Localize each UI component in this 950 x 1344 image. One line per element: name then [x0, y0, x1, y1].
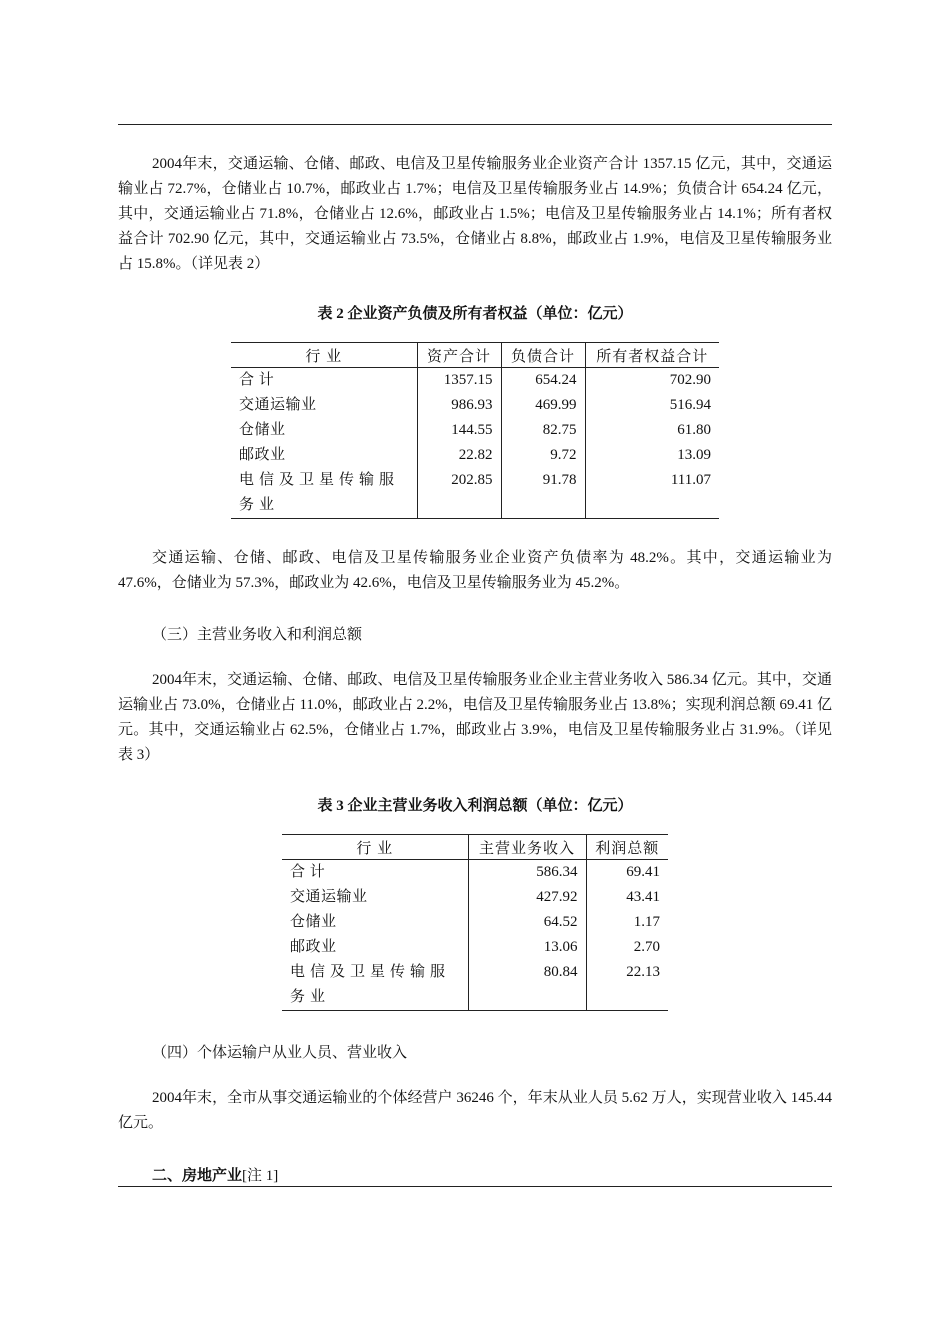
header-profit: 利润总额 [586, 835, 668, 860]
header-industry: 行 业 [231, 343, 417, 368]
table-header-row [282, 835, 668, 860]
cell-equity: 702.90 [585, 368, 719, 394]
table2-caption: 表 2 企业资产负债及所有者权益（单位：亿元） [317, 306, 633, 322]
cell-profit: 22.13 [586, 960, 668, 1011]
row-label: 合 计 [290, 864, 326, 880]
cell-equity: 13.09 [585, 443, 719, 468]
cell-assets: 22.82 [417, 443, 501, 468]
table-row [282, 935, 668, 960]
table-row [282, 860, 668, 886]
table-row [282, 960, 668, 1011]
heading-section-4: （四）个体运输户从业人员、营业收入 [152, 1045, 408, 1061]
table-header-row [231, 343, 719, 368]
table-row [282, 910, 668, 935]
section-2-heading [152, 1164, 278, 1185]
table2-assets-liabilities [231, 342, 719, 519]
top-rule [118, 124, 832, 125]
row-label: 合 计 [239, 372, 275, 388]
cell-assets: 202.85 [417, 468, 501, 519]
table-row [231, 393, 719, 418]
row-label: 邮政业 [290, 939, 337, 955]
cell-revenue: 13.06 [468, 935, 586, 960]
cell-assets: 1357.15 [417, 368, 501, 394]
header-revenue: 主营业务收入 [468, 835, 586, 860]
bottom-rule [118, 1186, 832, 1187]
table-row [231, 443, 719, 468]
row-label: 电信及卫星传输服务业 [282, 960, 468, 1011]
row-label: 交通运输业 [239, 397, 317, 413]
row-label: 交通运输业 [290, 889, 368, 905]
paragraph-revenue: 2004年末，交通运输、仓储、邮政、电信及卫星传输服务业企业主营业务收入 586.34 亿元。其中，交通运输业占 73.0%，仓储业占 11.0%，邮政业占 2.2%，电信及卫星传输服务业占 13.8%；实现利润总额 69.41 亿元。其中，交通运输业占 62.5%，仓储业占 1.7%，邮政业占 3.9%，电信及卫星传输服务业占 31.9%。（详见表 3） [118, 672, 832, 763]
paragraph-assets: 2004年末，交通运输、仓储、邮政、电信及卫星传输服务业企业资产合计 1357.15 亿元，其中，交通运输业占 72.7%，仓储业占 10.7%，邮政业占 1.7%；电信及卫星传输服务业占 14.9%；负债合计 654.24 亿元，其中，交通运输业占 71.8%，仓储业占 12.6%，邮政业占 1.5%；电信及卫星传输服务业占 14.1%；所有者权益合计 702.90 亿元，其中，交通运输业占 73.5%，仓储业占 8.8%，邮政业占 1.9%，电信及卫星传输服务业占 15.8%。（详见表 2） [118, 156, 832, 272]
cell-assets: 986.93 [417, 393, 501, 418]
cell-revenue: 80.84 [468, 960, 586, 1011]
cell-profit: 43.41 [586, 885, 668, 910]
row-label: 邮政业 [239, 447, 286, 463]
header-equity: 所有者权益合计 [585, 343, 719, 368]
table-row [231, 468, 719, 519]
header-assets: 资产合计 [417, 343, 501, 368]
row-label: 仓储业 [290, 914, 337, 930]
table3-revenue-profit [282, 834, 668, 1011]
table-row [231, 418, 719, 443]
table-row [282, 885, 668, 910]
footnote-link[interactable]: [注 1] [242, 1168, 279, 1184]
cell-assets: 144.55 [417, 418, 501, 443]
cell-revenue: 427.92 [468, 885, 586, 910]
header-liabilities: 负债合计 [501, 343, 585, 368]
cell-profit: 1.17 [586, 910, 668, 935]
cell-revenue: 586.34 [468, 860, 586, 886]
cell-equity: 111.07 [585, 468, 719, 519]
cell-equity: 61.80 [585, 418, 719, 443]
cell-liabilities: 654.24 [501, 368, 585, 394]
cell-liabilities: 82.75 [501, 418, 585, 443]
row-label: 仓储业 [239, 422, 286, 438]
paragraph-individual-transport: 2004年末，全市从事交通运输业的个体经营户 36246 个，年末从业人员 5.62 万人，实现营业收入 145.44 亿元。 [118, 1090, 832, 1131]
cell-equity: 516.94 [585, 393, 719, 418]
cell-profit: 2.70 [586, 935, 668, 960]
cell-profit: 69.41 [586, 860, 668, 886]
cell-liabilities: 9.72 [501, 443, 585, 468]
cell-liabilities: 91.78 [501, 468, 585, 519]
row-label: 电信及卫星传输服务业 [231, 468, 417, 519]
table3-caption: 表 3 企业主营业务收入利润总额（单位：亿元） [317, 798, 633, 814]
heading-section-3: （三）主营业务收入和利润总额 [152, 627, 363, 643]
paragraph-debt-ratio: 交通运输、仓储、邮政、电信及卫星传输服务业企业资产负债率为 48.2%。其中，交通运输业为 47.6%，仓储业为 57.3%，邮政业为 42.6%，电信及卫星传输服务业为 45.2%。 [118, 550, 832, 591]
section-2-title: 二、房地产业 [152, 1168, 243, 1184]
header-industry: 行 业 [282, 835, 468, 860]
cell-liabilities: 469.99 [501, 393, 585, 418]
table-row [231, 368, 719, 394]
cell-revenue: 64.52 [468, 910, 586, 935]
